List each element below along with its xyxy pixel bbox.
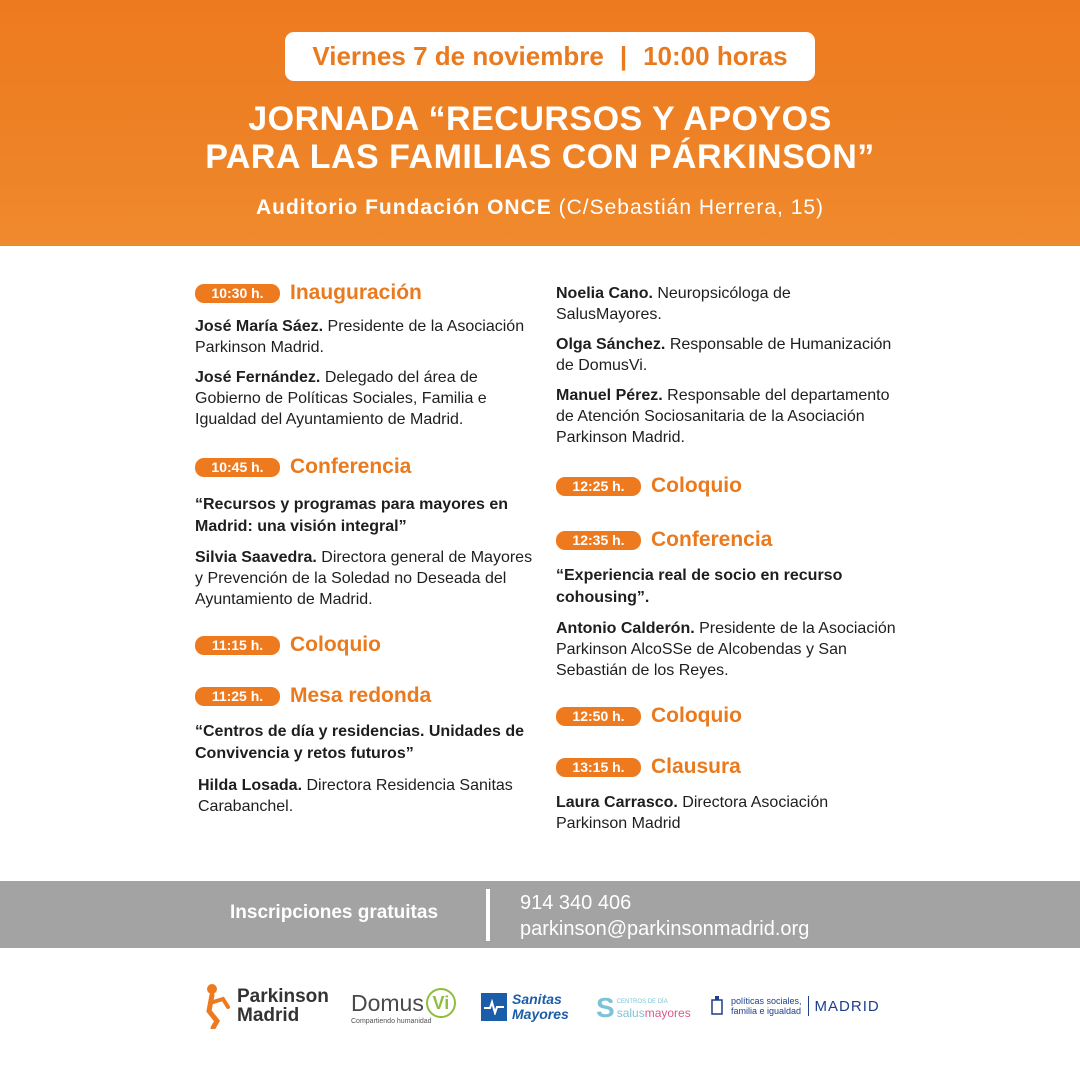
- parkinson-madrid-logo: [203, 983, 329, 1029]
- speaker-entry: [556, 385, 901, 448]
- speaker-name: Laura Carrasco.: [556, 794, 678, 811]
- time-badge: 10:30 h.: [195, 284, 280, 303]
- speaker-name: Noelia Cano.: [556, 285, 653, 302]
- program-right-column: [556, 283, 901, 834]
- logo-text: Parkinson: [237, 986, 329, 1007]
- logo-text: mayores: [644, 1006, 691, 1020]
- time-badge: 12:35 h.: [556, 531, 641, 550]
- event-date: Viernes 7 de noviembre: [312, 41, 604, 71]
- contact-info: [520, 890, 809, 942]
- speaker-name: José Fernández.: [195, 369, 321, 386]
- slot-title: Mesa redonda: [290, 684, 432, 707]
- time-badge: 13:15 h.: [556, 758, 641, 777]
- speaker-role: Directora general de Mayores y Prevención de la Soledad no Deseada del Ayuntamiento de Madrid.: [195, 549, 533, 608]
- slot-1115: [195, 632, 535, 658]
- salus-s-icon: S: [596, 992, 615, 1023]
- domusvi-logo: [351, 988, 456, 1025]
- slot-1235: [556, 527, 901, 553]
- speaker-entry: [556, 792, 901, 834]
- logo-text: salus: [616, 1006, 645, 1020]
- speaker-role: Delegado del área de Gobierno de Políticas Sociales, Familia e Igualdad del Ayuntamiento de Madrid.: [195, 369, 487, 428]
- time-badge: 10:45 h.: [195, 458, 280, 477]
- logo-text: Sanitas: [512, 991, 562, 1007]
- domusvi-heart-icon: Vi: [426, 988, 456, 1018]
- title-line-1: JORNADA “RECURSOS Y APOYOS: [248, 100, 832, 138]
- slot-title: Inauguración: [290, 281, 422, 304]
- venue-name: Auditorio Fundación ONCE: [255, 196, 552, 219]
- event-time: 10:00 horas: [643, 41, 788, 71]
- slot-title: Clausura: [651, 755, 741, 778]
- speaker-entry: [195, 547, 535, 610]
- logo-text: CENTROS DE DÍA: [616, 999, 668, 1005]
- talk-title: “Recursos y programas para mayores en Madrid: una visión integral”: [195, 496, 509, 535]
- speaker-name: Manuel Pérez.: [556, 387, 663, 404]
- time-badge: 12:50 h.: [556, 707, 641, 726]
- slot-1315: [556, 754, 901, 780]
- program-left-column: [195, 280, 535, 817]
- speaker-name: Olga Sánchez.: [556, 336, 666, 353]
- logo-text: Madrid: [237, 1005, 300, 1026]
- sponsor-logos: [0, 970, 1080, 1050]
- sanitas-pulse-icon: [481, 993, 507, 1021]
- venue-address: (C/Sebastián Herrera, 15): [558, 196, 825, 219]
- speaker-name: Silvia Saavedra.: [195, 549, 317, 566]
- slot-1030: [195, 280, 535, 306]
- date-separator: |: [619, 41, 628, 71]
- speaker-role: Presidente de la Asociación Parkinson Madrid.: [195, 318, 525, 356]
- logo-text: MADRID: [814, 997, 880, 1015]
- madrid-crest-icon: [711, 996, 723, 1016]
- speaker-role: Responsable de Humanización de DomusVi.: [556, 336, 892, 374]
- speaker-name: José María Sáez.: [195, 318, 324, 335]
- logo-text: políticas sociales,: [731, 996, 802, 1006]
- slot-1225: [556, 473, 901, 499]
- speaker-role: Responsable del departamento de Atención Sociosanitaria de la Asociación Parkinson Madrid.: [556, 387, 890, 446]
- madrid-city-logo: [711, 996, 880, 1016]
- talk-title: “Centros de día y residencias. Unidades de Convivencia y retos futuros”: [195, 723, 524, 762]
- speaker-entry: [195, 316, 535, 358]
- speaker-entry: [195, 367, 535, 430]
- speaker-entry: [195, 775, 535, 817]
- sanitas-mayores-logo: [481, 992, 569, 1022]
- speaker-role: Directora Residencia Sanitas Carabanchel.: [198, 777, 513, 815]
- slot-1045: [195, 454, 535, 480]
- time-badge: 12:25 h.: [556, 477, 641, 496]
- logo-text: familia e igualdad: [731, 1006, 802, 1016]
- speaker-role: Presidente de la Asociación Parkinson AlcoSSe de Alcobendas y San Sebastián de los Reyes.: [556, 620, 896, 679]
- talk-title: “Experiencia real de socio en recurso cohousing”.: [556, 567, 843, 606]
- slot-title: Coloquio: [651, 704, 742, 727]
- slot-1125: [195, 683, 535, 709]
- parkinson-figure-icon: [203, 983, 231, 1029]
- slot-1250: [556, 703, 901, 729]
- speaker-name: Hilda Losada.: [198, 777, 303, 794]
- phone-number[interactable]: 914 340 406: [520, 892, 632, 914]
- event-title: [0, 100, 1080, 176]
- logo-text: Mayores: [512, 1006, 569, 1022]
- speaker-entry: [556, 283, 901, 325]
- title-line-2: PARA LAS FAMILIAS CON PÁRKINSON”: [205, 138, 875, 176]
- time-badge: 11:25 h.: [195, 687, 280, 706]
- slot-title: Coloquio: [651, 474, 742, 497]
- slot-title: Conferencia: [651, 528, 773, 551]
- date-badge: [285, 32, 815, 81]
- speaker-name: Antonio Calderón.: [556, 620, 695, 637]
- divider: [486, 889, 490, 941]
- salusmayores-logo: [596, 994, 691, 1022]
- venue: [0, 196, 1080, 220]
- speaker-entry: [556, 618, 901, 681]
- email-address[interactable]: parkinson@parkinsonmadrid.org: [520, 918, 810, 940]
- registration-label: Inscripciones gratuitas: [230, 902, 439, 923]
- registration-bar: [0, 881, 1080, 948]
- logo-tagline: Compartiendo humanidad: [351, 1018, 432, 1025]
- time-badge: 11:15 h.: [195, 636, 280, 655]
- speaker-role: Neuropsicóloga de SalusMayores.: [556, 285, 791, 323]
- logo-text: Domus: [351, 989, 424, 1016]
- speaker-entry: [556, 334, 901, 376]
- slot-title: Coloquio: [290, 633, 381, 656]
- header-banner: [0, 0, 1080, 246]
- speaker-role: Directora Asociación Parkinson Madrid: [556, 794, 829, 832]
- logo-divider: [808, 996, 809, 1016]
- slot-title: Conferencia: [290, 455, 412, 478]
